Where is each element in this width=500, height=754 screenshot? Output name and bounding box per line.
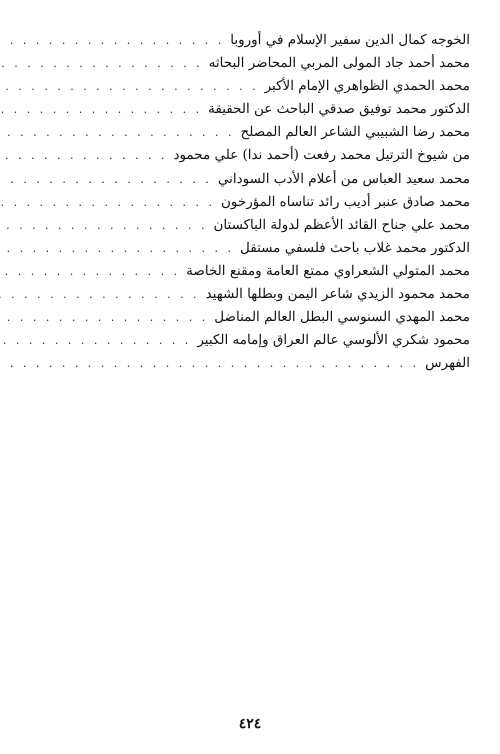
table-of-contents: [23, 29, 470, 375]
dot-leader: [0, 29, 230, 52]
toc-entry-title: من شيوخ الترتيل محمد رفعت (أحمد ندا) علي محمود: [173, 147, 470, 164]
toc-entry-title: الدكتور محمد توفيق صدقي الباحث عن الحقيقة: [208, 101, 470, 118]
dot-leader: [0, 329, 197, 352]
toc-entry-title: محمود شكري الألوسي عالم العراق وإمامه الكبير: [197, 332, 470, 349]
toc-entry-title: محمد علي جناح القائد الأعظم لدولة الباكستان: [213, 216, 470, 233]
dot-leader: [0, 121, 241, 144]
toc-entry: [23, 329, 470, 352]
toc-entry-title: محمد محمود الزيدي شاعر اليمن وبطلها الشهيد: [205, 286, 470, 303]
dot-leader: [0, 144, 173, 167]
toc-entry-title: الفهرس: [425, 355, 470, 372]
toc-entry: [23, 352, 470, 375]
toc-entry: [23, 98, 470, 121]
toc-entry-title: محمد المهدي السنوسي البطل العالم المناضل: [214, 309, 470, 326]
toc-entry-title: الدكتور محمد غلاب باحث فلسفي مستقل: [240, 239, 470, 256]
dot-leader: [0, 260, 186, 283]
dot-leader: [0, 52, 209, 75]
toc-entry-title: محمد المتولي الشعراوي ممتع العامة ومقنع الخاصة: [186, 262, 470, 279]
toc-entry-title: محمد أحمد جاد المولى المربي المحاضر البحاثه: [208, 55, 470, 72]
toc-entry-title: محمد رضا الشبيبي الشاعر العالم المصلح: [240, 124, 470, 141]
dot-leader: [0, 168, 218, 191]
toc-entry: [23, 283, 470, 306]
dot-leader: [0, 237, 240, 260]
toc-entry-title: محمد سعيد العباس من أعلام الأدب السوداني: [217, 170, 470, 187]
toc-entry: [23, 144, 470, 167]
toc-entry: [23, 306, 470, 329]
toc-entry: [23, 121, 470, 144]
toc-entry: [23, 29, 470, 52]
toc-entry: [23, 214, 470, 237]
toc-entry-title: الخوجه كمال الدين سفير الإسلام في أوروبا: [230, 32, 470, 48]
toc-entry: [23, 168, 470, 191]
toc-entry: [23, 237, 470, 260]
toc-entry-title: محمد الحمدي الظواهري الإمام الأكبر: [264, 78, 470, 95]
dot-leader: [0, 75, 265, 98]
dot-leader: [0, 283, 206, 306]
dot-leader: [0, 352, 425, 375]
page-number: ٤٢٤: [238, 716, 262, 732]
toc-entry: [23, 75, 470, 98]
dot-leader: [0, 306, 214, 329]
toc-entry: [23, 260, 470, 283]
toc-entry: [23, 52, 470, 75]
dot-leader: [0, 98, 208, 121]
toc-entry: [23, 191, 470, 214]
toc-entry-title: محمد صادق عنبر أديب رائد تناساه المؤرخون: [220, 193, 470, 210]
dot-leader: [0, 214, 213, 237]
dot-leader: [0, 191, 221, 214]
